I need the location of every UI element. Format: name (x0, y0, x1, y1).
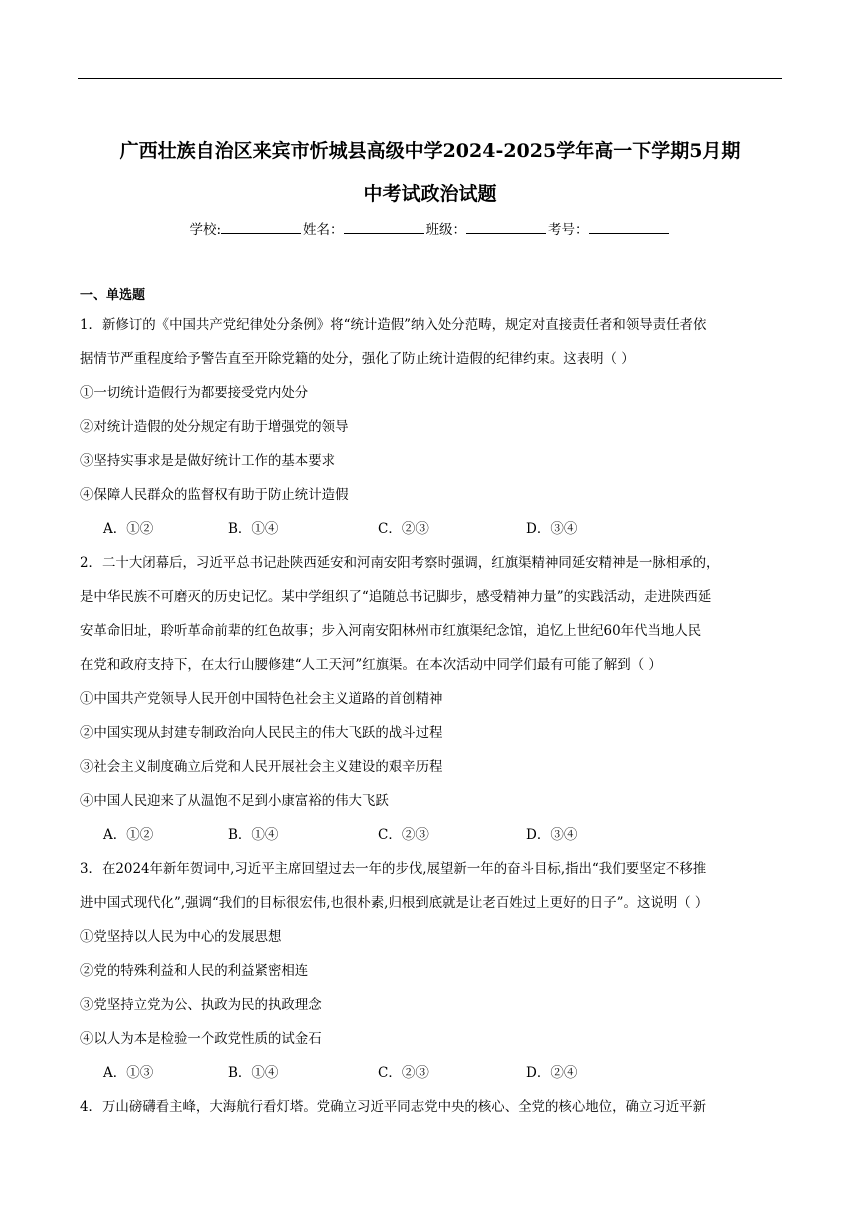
q2-choice-a[interactable]: A．①② (103, 827, 154, 843)
q2-option: ③社会主义制度确立后党和人民开展社会主义建设的艰辛历程 (80, 759, 443, 775)
q1-option: ④保障人民群众的监督权有助于防止统计造假 (80, 487, 349, 503)
exam-no-label: 考号： (548, 222, 589, 238)
name-blank[interactable] (344, 219, 424, 234)
q2-choice-b[interactable]: B．①④ (228, 827, 279, 843)
q3-option: ①党坚持以人民为中心的发展思想 (80, 929, 282, 945)
q3-stem-line: 进中国式现代化”,强调“我们的目标很宏伟,也很朴素,归根到底就是让老百姓过上更好的日子”。这说明（ ） (80, 895, 709, 911)
name-label: 姓名： (303, 222, 344, 238)
school-label: 学校: (189, 222, 222, 238)
q2-stem-line: 是中华民族不可磨灭的历史记忆。某中学组织了“追随总书记脚步，感受精神力量”的实践活动，走进陕西延 (80, 589, 712, 605)
q1-stem-line: 据情节严重程度给予警告直至开除党籍的处分，强化了防止统计造假的纪律约束。这表明（ ） (80, 351, 635, 367)
q2-option: ④中国人民迎来了从温饱不足到小康富裕的伟大飞跃 (80, 793, 389, 809)
q3-choice-c[interactable]: C．②③ (378, 1065, 429, 1081)
q2-option: ①中国共产党领导人民开创中国特色社会主义道路的首创精神 (80, 691, 443, 707)
student-info-line (60, 219, 800, 240)
q1-option: ③坚持实事求是是做好统计工作的基本要求 (80, 453, 336, 469)
q3-choice-a[interactable]: A．①③ (103, 1065, 154, 1081)
q1-choice-b[interactable]: B．①④ (228, 521, 279, 537)
q1-choices (103, 520, 703, 538)
q2-choice-c[interactable]: C．②③ (378, 827, 429, 843)
q1-choice-a[interactable]: A．①② (103, 521, 154, 537)
q1-stem-line: 1．新修订的《中国共产党纪律处分条例》将“统计造假”纳入处分范畴，规定对直接责任者和领导责任者依 (80, 317, 707, 333)
section-heading: 一、单选题 (80, 288, 146, 303)
q2-choices (103, 826, 703, 844)
q4-stem-line: 4．万山磅礴看主峰，大海航行看灯塔。党确立习近平同志党中央的核心、全党的核心地位，确立习近平新 (80, 1099, 707, 1115)
q3-option: ④以人为本是检验一个政党性质的试金石 (80, 1031, 322, 1047)
q2-option: ②中国实现从封建专制政治向人民民主的伟大飞跃的战斗过程 (80, 725, 443, 741)
q2-stem-line: 2．二十大闭幕后，习近平总书记赴陕西延安和河南安阳考察时强调，红旗渠精神同延安精神是一脉相承的， (80, 555, 720, 571)
doc-title-line-2: 中考试政治试题 (363, 183, 497, 205)
q2-stem-line: 安革命旧址，聆听革命前辈的红色故事；步入河南安阳林州市红旗渠纪念馆，追忆上世纪60年代当地人民 (80, 623, 702, 639)
q1-choice-d[interactable]: D．③④ (526, 521, 578, 537)
q3-choice-b[interactable]: B．①④ (228, 1065, 279, 1081)
q1-option: ①一切统计造假行为都要接受党内处分 (80, 385, 309, 401)
class-blank[interactable] (466, 219, 546, 234)
header-rule (78, 78, 782, 79)
q1-option: ②对统计造假的处分规定有助于增强党的领导 (80, 419, 349, 435)
exam-no-blank[interactable] (589, 219, 669, 234)
class-label: 班级： (425, 222, 467, 238)
q1-choice-c[interactable]: C．②③ (378, 521, 429, 537)
school-blank[interactable] (221, 219, 301, 234)
doc-title-line-1: 广西壮族自治区来宾市忻城县高级中学2024-2025学年高一下学期5月期 (119, 140, 741, 162)
q2-choice-d[interactable]: D．③④ (526, 827, 578, 843)
q3-option: ③党坚持立党为公、执政为民的执政理念 (80, 997, 322, 1013)
q3-choices (103, 1064, 703, 1082)
q3-choice-d[interactable]: D．②④ (526, 1065, 578, 1081)
q2-stem-line: 在党和政府支持下，在太行山腰修建“人工天河”红旗渠。在本次活动中同学们最有可能了解到（ ） (80, 657, 662, 673)
q3-stem-line: 3．在2024年新年贺词中,习近平主席回望过去一年的步伐,展望新一年的奋斗目标,指出“我们要坚定不移推 (80, 861, 707, 877)
q3-option: ②党的特殊利益和人民的利益紧密相连 (80, 963, 309, 979)
